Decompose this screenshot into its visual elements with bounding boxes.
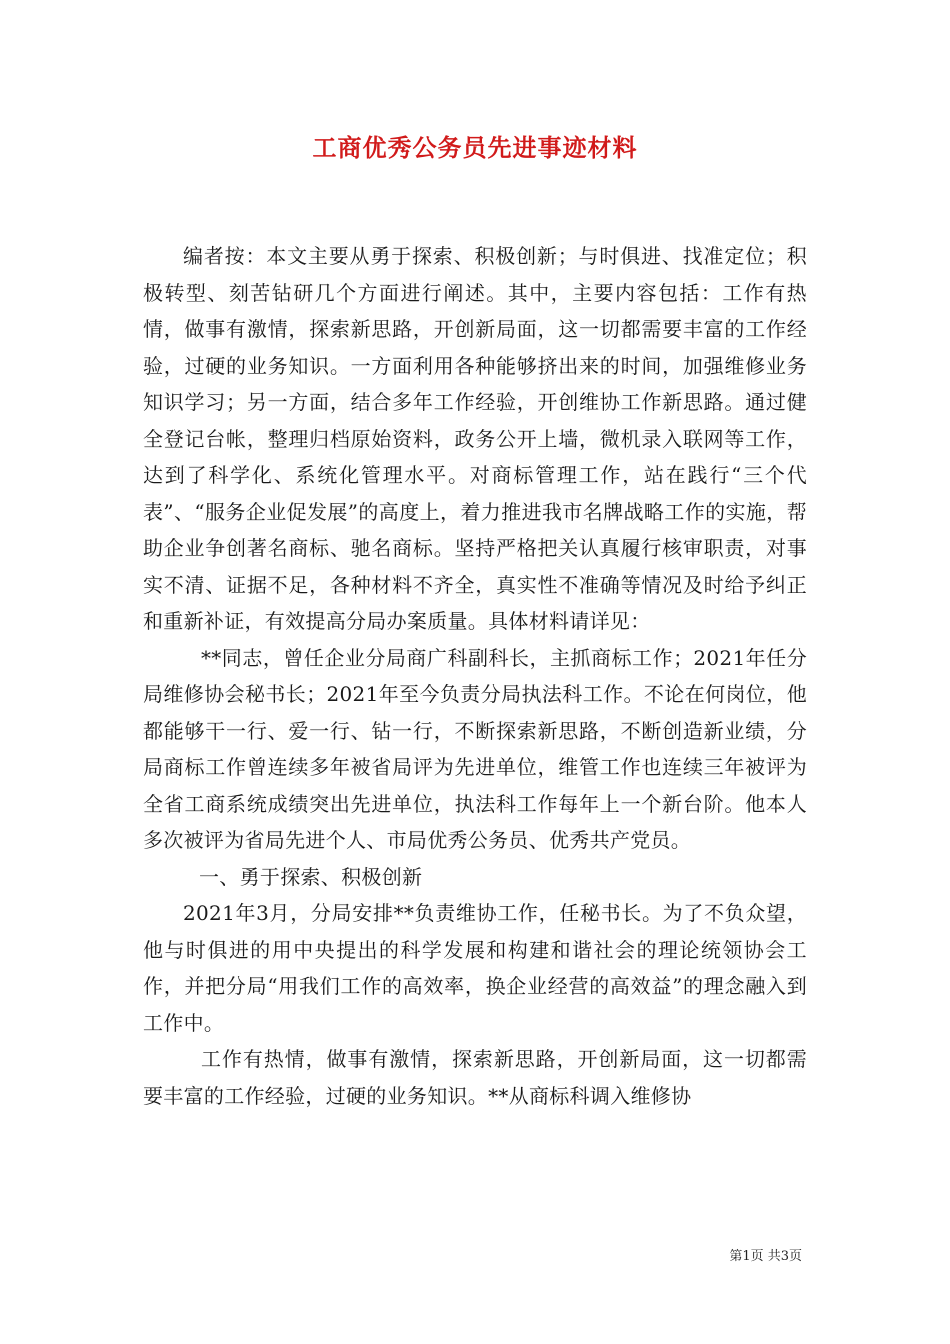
page-number: 第1页 共3页: [729, 1249, 802, 1264]
editor-note-paragraph: 编者按：本文主要从勇于探索、积极创新；与时俱进、找准定位；积极转型、刻苦钻研几个方面进行阐述。其中，主要内容包括：工作有热情，做事有激情，探索新思路，开创新局面，这一切都需要丰富的工作经验，过硬的业务知识。一方面利用各种能够挤出来的时间，加强维修业务知识学习；另一方面，结合多年工作经验，开创维协工作新思路。通过健全登记台帐，整理归档原始资料，政务公开上墙，微机录入联网等工作，达到了科学化、系统化管理水平。对商标管理工作，站在践行“三个代表”、“服务企业促发展”的高度上，着力推进我市名牌战略工作的实施，帮助企业争创著名商标、驰名商标。坚持严格把关认真履行核审职责，对事实不清、证据不足，各种材料不齐全，真实性不准确等情况及时给予纠正和重新补证，有效提高分局办案质量。具体材料请详见：: [143, 244, 807, 633]
body-paragraph: 2021年3月，分局安排**负责维协工作，任秘书长。为了不负众望，他与时俱进的用中央提出的科学发展和构建和谐社会的理论统领协会工作，并把分局“用我们工作的高效率，换企业经营的高效益”的理念融入到工作中。: [143, 901, 807, 1035]
body-paragraph: 工作有热情，做事有激情，探索新思路，开创新局面，这一切都需要丰富的工作经验，过硬的业务知识。**从商标科调入维修协: [143, 1047, 807, 1108]
page-title: 工商优秀公务员先进事迹材料: [312, 133, 638, 162]
section-heading: 一、勇于探索、积极创新: [199, 864, 423, 889]
document-body: [143, 238, 807, 1114]
profile-paragraph: **同志，曾任企业分局商广科副科长，主抓商标工作；2021年任分局维修协会秘书长；2021年至今负责分局执法科工作。不论在何岗位，他都能够干一行、爱一行、钻一行，不断探索新思路，不断创造新业绩，分局商标工作曾连续多年被省局评为先进单位，维管工作也连续三年被评为全省工商系统成绩突出先进单位，执法科工作每年上一个新台阶。他本人多次被评为省局先进个人、市局优秀公务员、优秀共产党员。: [143, 645, 807, 852]
